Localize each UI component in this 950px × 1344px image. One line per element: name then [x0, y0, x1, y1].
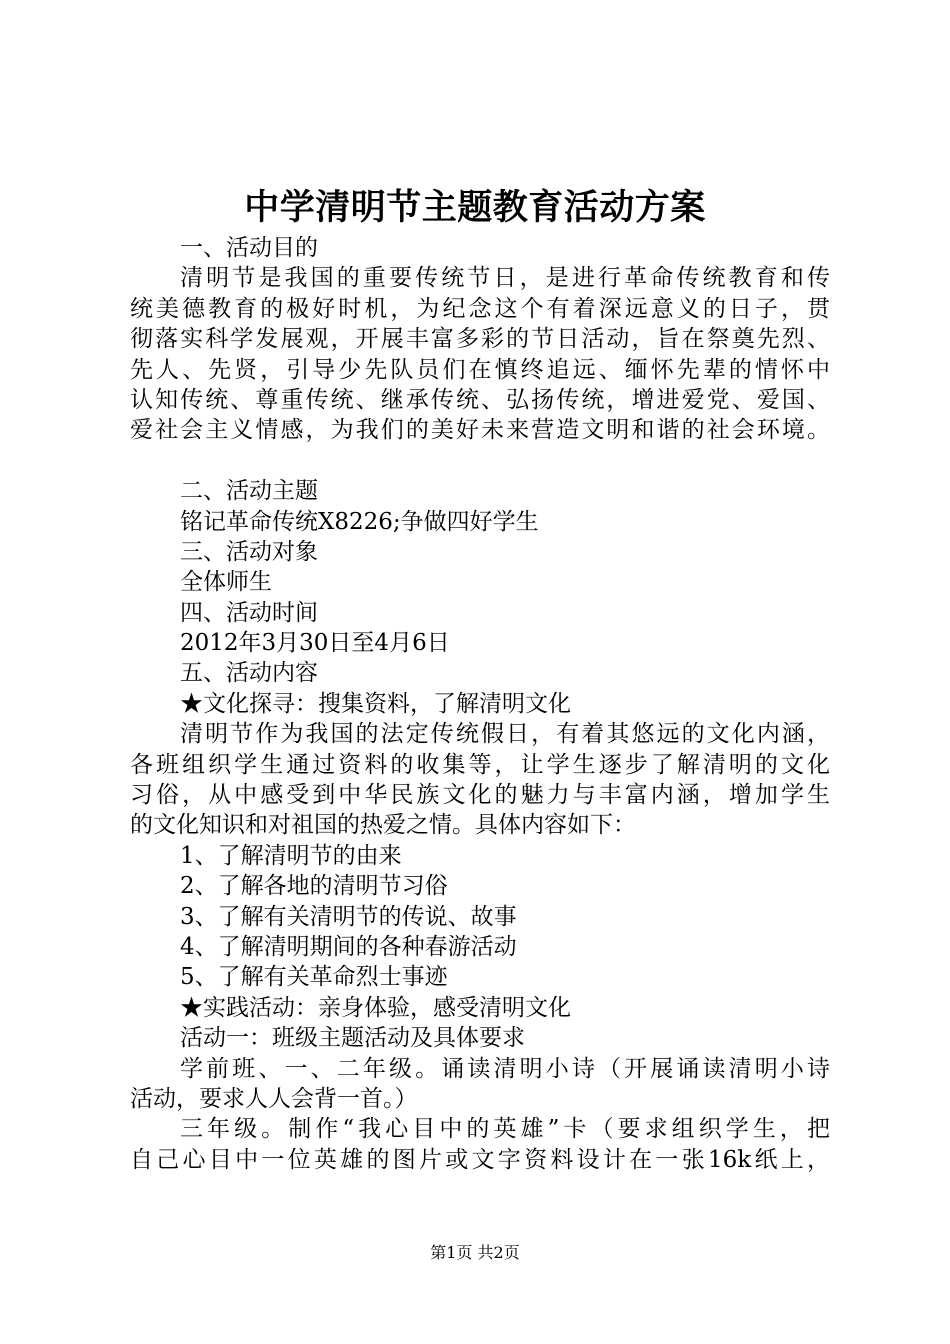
document-body — [130, 233, 850, 1175]
text-line — [130, 1023, 850, 1053]
line-text: 5、了解有关革命烈士事迹 — [180, 964, 448, 991]
text-line — [130, 780, 850, 810]
text-line — [130, 1114, 850, 1144]
text-line — [130, 598, 850, 628]
text-line — [130, 415, 850, 445]
line-text: 认知传统、尊重传统、继承传统、弘扬传统，增进爱党、爱国、 — [130, 386, 830, 413]
line-text: 清明节是我国的重要传统节日，是进行革命传统教育和传 — [180, 265, 830, 292]
text-line — [130, 810, 850, 840]
text-line — [130, 263, 850, 293]
line-text: 各班组织学生通过资料的收集等，让学生逐步了解清明的文化 — [130, 751, 830, 778]
text-line — [130, 567, 850, 597]
text-line — [130, 902, 850, 932]
document-title: 中学清明节主题教育活动方案 — [244, 188, 706, 228]
line-text: ★文化探寻：搜集资料，了解清明文化 — [180, 690, 571, 717]
line-text: 三年级。制作“我心目中的英雄”卡（要求组织学生，把 — [180, 1116, 830, 1143]
text-line — [130, 658, 850, 688]
line-text: 爱社会主义情感，为我们的美好未来营造文明和谐的社会环境。 — [130, 417, 830, 444]
line-text: 一、活动目的 — [180, 235, 318, 261]
text-line — [130, 689, 850, 719]
line-text: 活动一：班级主题活动及具体要求 — [180, 1025, 525, 1052]
text-line — [130, 537, 850, 567]
text-line — [130, 324, 850, 354]
page-number-footer: 第1页 共2页 — [430, 1243, 520, 1262]
text-line — [130, 476, 850, 506]
text-line — [130, 355, 850, 385]
line-text: 彻落实科学发展观，开展丰富多彩的节日活动，旨在祭奠先烈、 — [130, 326, 830, 353]
text-line — [130, 719, 850, 749]
text-line — [130, 1145, 850, 1175]
text-line — [130, 932, 850, 962]
line-text: 自己心目中一位英雄的图片或文字资料设计在一张16k纸上， — [130, 1146, 830, 1173]
line-text: 1、了解清明节的由来 — [180, 842, 402, 869]
text-line — [130, 233, 850, 263]
text-line — [130, 385, 850, 415]
line-text: 先人、先贤，引导少先队员们在慎终追远、缅怀先辈的情怀中 — [130, 356, 830, 383]
line-text: 2、了解各地的清明节习俗 — [180, 873, 448, 900]
line-text: 三、活动对象 — [180, 538, 318, 565]
line-text: 的文化知识和对祖国的热爱之情。具体内容如下： — [130, 812, 636, 839]
line-text: 3、了解有关清明节的传说、故事 — [180, 903, 517, 930]
line-text: 五、活动内容 — [180, 660, 318, 687]
line-text: 铭记革命传统X8226;争做四好学生 — [180, 508, 539, 535]
line-text: 习俗，从中感受到中华民族文化的魅力与丰富内涵，增加学生 — [130, 782, 830, 809]
line-text: 全体师生 — [180, 569, 272, 596]
line-text: 2012年3月30日至4月6日 — [180, 630, 450, 657]
blank-line — [130, 446, 850, 476]
text-line — [130, 993, 850, 1023]
text-line — [130, 871, 850, 901]
line-text: 四、活动时间 — [180, 599, 318, 626]
text-line — [130, 507, 850, 537]
line-text: 清明节作为我国的法定传统假日，有着其悠远的文化内涵， — [180, 721, 830, 748]
line-text: ★实践活动：亲身体验，感受清明文化 — [180, 994, 571, 1021]
line-text: 4、了解清明期间的各种春游活动 — [180, 933, 517, 960]
text-line — [130, 1084, 850, 1114]
text-line — [130, 1054, 850, 1084]
text-line — [130, 750, 850, 780]
text-line — [130, 962, 850, 992]
line-text: 二、活动主题 — [180, 478, 318, 505]
line-text: 学前班、一、二年级。诵读清明小诗（开展诵读清明小诗 — [180, 1055, 830, 1082]
text-line — [130, 294, 850, 324]
text-line — [130, 628, 850, 658]
text-line — [130, 841, 850, 871]
line-text: 统美德教育的极好时机，为纪念这个有着深远意义的日子，贯 — [130, 295, 830, 322]
line-text: 活动，要求人人会背一首。） — [130, 1085, 418, 1112]
